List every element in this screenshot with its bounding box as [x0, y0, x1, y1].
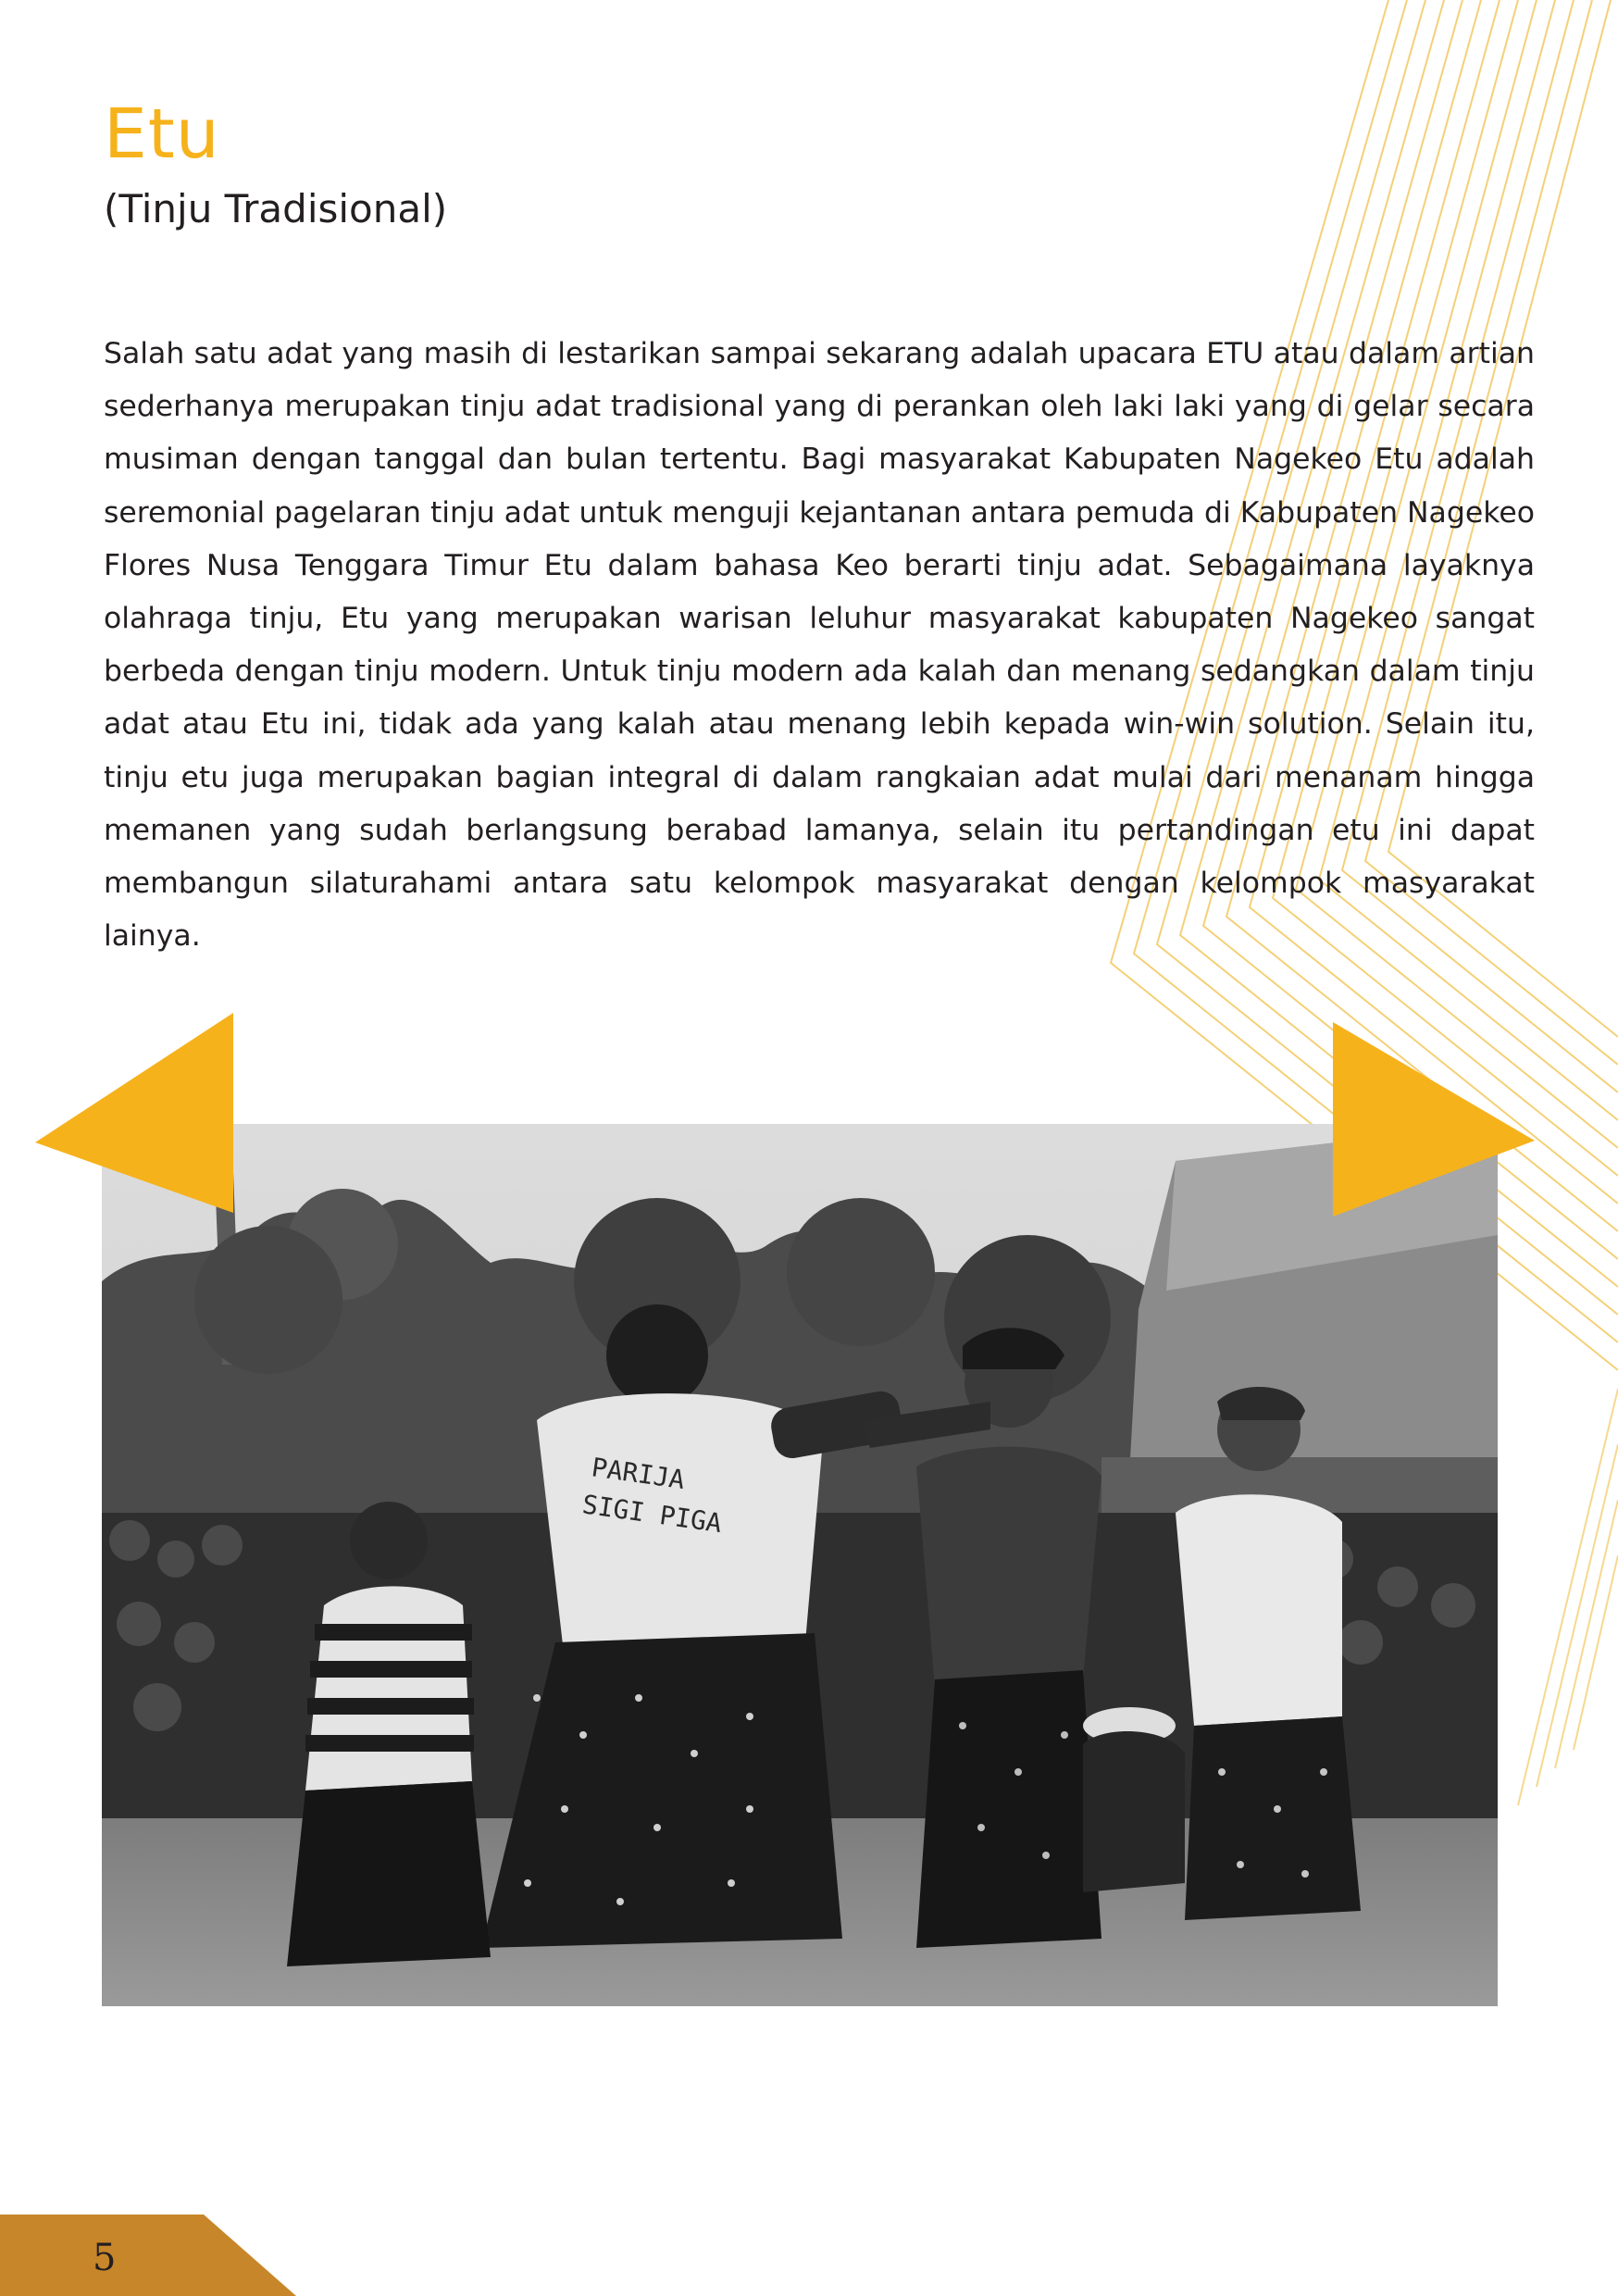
- etu-photo: [102, 1124, 1498, 2006]
- article-paragraph: Salah satu adat yang masih di lestarikan sampai sekarang adalah upacara ETU atau dalam artian sederhanya merupakan tinju adat tradisional yang di perankan oleh laki laki yang di gelar secara musiman dengan tanggal dan bulan tertentu. Bagi masyarakat Kabupaten Nagekeo Etu adalah seremonial pagelaran tinju adat untuk menguji kejantanan antara pemuda di Kabupaten Nagekeo Flores Nusa Tenggara Timur Etu dalam bahasa Keo berarti tinju adat. Sebagaimana layaknya olahraga tinju, Etu yang merupakan warisan leluhur masyarakat kabupaten Nagekeo sangat berbeda dengan tinju modern. Untuk tinju modern ada kalah dan menang sedangkan dalam tinju adat atau Etu ini, tidak ada yang kalah atau menang lebih kepada win-win solution. Selain itu, tinju etu juga merupakan bagian integral di dalam rangkaian adat mulai dari menanam hingga memanen yang sudah berlangsung berabad lamanya, selain itu pertandingan etu ini dapat membangun silaturahami antara satu kelompok masyarakat dengan kelompok masyarakat lainya.: [104, 337, 1535, 954]
- triangle-left-icon: [35, 1013, 233, 1213]
- shirt-text-line1: PARIJA: [590, 1452, 687, 1496]
- shirt-text-line2: SIGI PIGA: [580, 1489, 724, 1540]
- page-title: Etu: [104, 94, 220, 174]
- triangle-right-icon: [1333, 1022, 1535, 1217]
- page-number-tab: [0, 2215, 296, 2296]
- page-subtitle: (Tinju Tradisional): [104, 186, 448, 231]
- page-number: 5: [93, 2237, 117, 2279]
